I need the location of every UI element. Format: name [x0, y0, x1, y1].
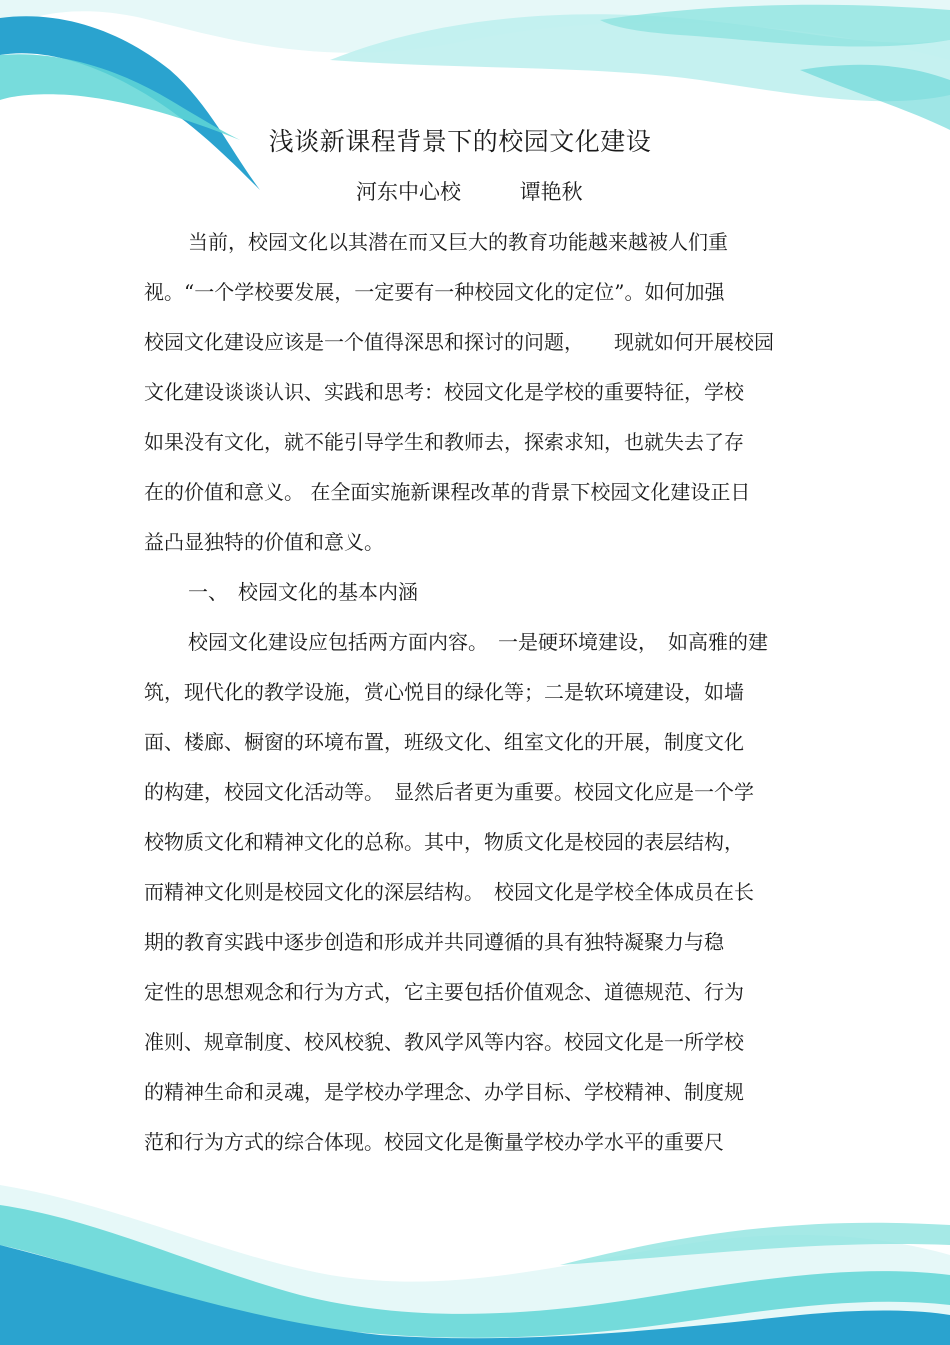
text-line: 的精神生命和灵魂，是学校办学理念、办学目标、学校精神、制度规	[144, 1080, 744, 1104]
text-line: 在的价值和意义。 在全面实施新课程改革的背景下校园文化建设正日	[144, 480, 751, 504]
bottom-wave-decoration	[0, 1145, 950, 1345]
text-line: 校园文化建设应包括两方面内容。 一是硬环境建设， 如高雅的建	[188, 630, 768, 654]
text-line: 筑，现代化的教学设施，赏心悦目的绿化等；二是软环境建设，如墙	[144, 680, 744, 704]
school-name: 河东中心校	[356, 180, 461, 204]
text-line: 期的教育实践中逐步创造和形成并共同遵循的具有独特凝聚力与稳	[144, 930, 724, 954]
text-line: 的构建，校园文化活动等。 显然后者更为重要。校园文化应是一个学	[144, 780, 754, 804]
page-title: 浅谈新课程背景下的校园文化建设	[268, 127, 652, 156]
section-heading: 一、 校园文化的基本内涵	[188, 580, 418, 604]
text-line: 视。“一个学校要发展，一定要有一种校园文化的定位”。如何加强	[144, 280, 725, 304]
text-line: 校物质文化和精神文化的总称。其中，物质文化是校园的表层结构，	[144, 830, 744, 854]
text-line: 校园文化建设应该是一个值得深思和探讨的问题， 现就如何开展校园	[144, 330, 774, 354]
byline	[356, 176, 583, 206]
text-line: 文化建设谈谈认识、实践和思考：校园文化是学校的重要特征，学校	[144, 380, 744, 404]
text-line: 范和行为方式的综合体现。校园文化是衡量学校办学水平的重要尺	[144, 1130, 724, 1154]
text-line: 而精神文化则是校园文化的深层结构。 校园文化是学校全体成员在长	[144, 880, 754, 904]
text-line: 定性的思想观念和行为方式，它主要包括价值观念、道德规范、行为	[144, 980, 744, 1004]
text-line: 如果没有文化，就不能引导学生和教师去，探索求知，也就失去了存	[144, 430, 744, 454]
author-name: 谭艳秋	[519, 180, 583, 204]
text-line: 当前，校园文化以其潜在而又巨大的教育功能越来越被人们重	[188, 230, 728, 254]
text-line: 面、楼廊、橱窗的环境布置，班级文化、组室文化的开展，制度文化	[144, 730, 744, 754]
text-line: 益凸显独特的价值和意义。	[144, 530, 384, 554]
text-line: 准则、规章制度、校风校貌、教风学风等内容。校园文化是一所学校	[144, 1030, 744, 1054]
